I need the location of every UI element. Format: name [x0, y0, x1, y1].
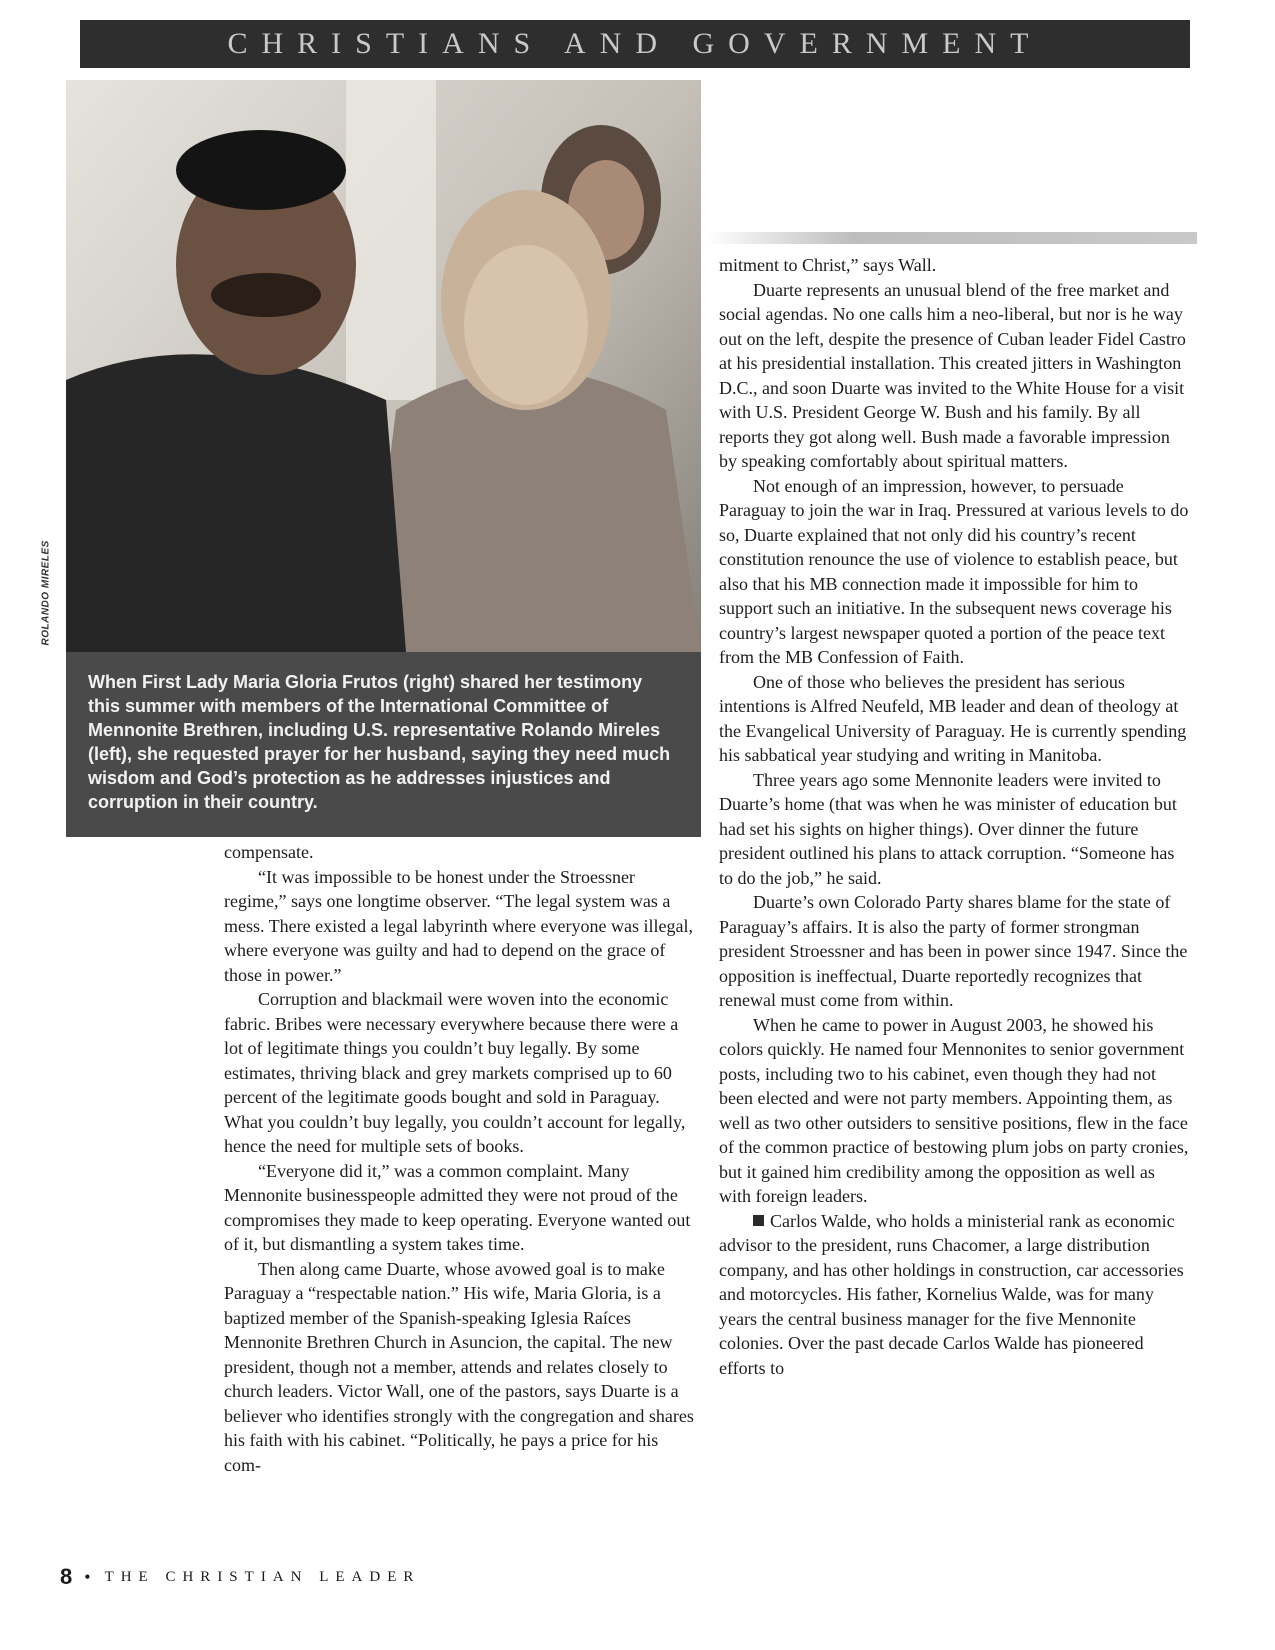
section-header	[80, 20, 1190, 68]
section-title: CHRISTIANS AND GOVERNMENT	[227, 27, 1043, 60]
page-number: 8	[60, 1564, 73, 1589]
paragraph: Not enough of an impression, however, to persuade Paraguay to join the war in Iraq. Pressured at various levels to do so, Duarte explained that not only did his country’s recent constitution renounce the use of violence to establish peace, but also that his MB connection made it impossible for him to support such an initiative. In the subsequent news coverage his country’s largest newspaper quoted a portion of the peace text from the MB Confession of Faith.	[719, 475, 1189, 667]
paragraph: One of those who believes the president has serious intentions is Alfred Neufeld, MB leader and dean of theology at the Evangelical University of Paraguay. He is currently spending his sabbatical year studying and writing in Manitoba.	[719, 671, 1187, 765]
paragraph: Duarte represents an unusual blend of the free market and social agendas. No one calls him a neo-liberal, but nor is he way out on the left, despite the presence of Cuban leader Fidel Castro at his presidential installation. This created jitters in Washington D.C., and soon Duarte was invited to the White House for a visit with U.S. President George W. Bush and his family. By all reports they got along well. Bush made a favorable impression by speaking comfortably about spiritual matters.	[719, 279, 1186, 471]
section-bullet-icon	[753, 1215, 764, 1226]
paragraph: compensate.	[224, 842, 314, 862]
photo	[66, 80, 701, 837]
photo-caption: When First Lady Maria Gloria Frutos (right) shared her testimony this summer with members of the International Committee of Mennonite Brethren, including U.S. representative Rolando Mireles (left), she requested prayer for her husband, saying they need much wisdom and God’s protection as he addresses injustices and corruption in their country.	[66, 652, 701, 837]
left-column	[224, 840, 696, 1477]
right-column	[719, 253, 1189, 1380]
paragraph: Corruption and blackmail were woven into the economic fabric. Bribes were necessary everywhere because there were a lot of legitimate things you couldn’t buy legally. By some estimates, thriving black and grey markets comprised up to 60 percent of the legitimate goods bought and sold in Paraguay. What you couldn’t buy legally, you couldn’t account for legally, hence the need for multiple sets of books.	[224, 989, 686, 1156]
photo-credit-text: ROLANDO MIRELES	[40, 540, 52, 646]
paragraph: Three years ago some Mennonite leaders were invited to Duarte’s home (that was when he was minister of education but had set his sights on higher things). Over dinner the future president outlined his plans to attack corruption. “Someone has to do the job,” he said.	[719, 769, 1177, 888]
paragraph: When he came to power in August 2003, he showed his colors quickly. He named four Mennonites to senior government posts, including two to his cabinet, even though they had not been elected and were not party members. Appointing them, as well as two other outsiders to sensitive positions, flew in the face of the common practice of bestowing plum jobs on party cronies, but it gained him credibility among the opposition as well as with foreign leaders.	[719, 1014, 1189, 1206]
publication-name: THE CHRISTIAN LEADER	[104, 1568, 421, 1585]
paragraph: mitment to Christ,” says Wall.	[719, 255, 937, 275]
page-footer	[60, 1564, 420, 1590]
divider-rule	[707, 232, 1197, 244]
paragraph: “Everyone did it,” was a common complaint. Many Mennonite businesspeople admitted they were not proud of the compromises they made to keep operating. Everyone wanted out of it, but dismantling a system takes time.	[224, 1160, 691, 1254]
photo-credit	[38, 540, 56, 648]
paragraph	[719, 1209, 1189, 1381]
paragraph: Then along came Duarte, whose avowed goal is to make Paraguay a “respectable nation.” His wife, Maria Gloria, is a baptized member of the Spanish-speaking Iglesia Raíces Mennonite Brethren Church in Asuncion, the capital. The new president, though not a member, attends and relates closely to church leaders. Victor Wall, one of the pastors, says Duarte is a believer who identifies strongly with the congregation and shares his faith with his cabinet. “Politically, he pays a price for his com-	[224, 1258, 694, 1475]
footer-separator: •	[84, 1566, 91, 1587]
paragraph: “It was impossible to be honest under the Stroessner regime,” says one longtime observer. “The legal system was a mess. There existed a legal labyrinth where everyone was illegal, where everyone was guilty and had to depend on the grace of those in power.”	[224, 866, 693, 985]
paragraph: Duarte’s own Colorado Party shares blame for the state of Paraguay’s affairs. It is also the party of former strongman president Stroessner and has been in power since 1947. Since the opposition is ineffectual, Duarte reportedly recognizes that renewal must come from within.	[719, 892, 1188, 1010]
paragraph-text: Carlos Walde, who holds a ministerial rank as economic advisor to the president, runs Chacomer, a large distribution company, and has other holdings in construction, car accessories and motorcycles. His father, Kornelius Walde, was for many years the central business manager for the five Mennonite colonies. Over the past decade Carlos Walde has pioneered efforts to	[719, 1210, 1184, 1378]
